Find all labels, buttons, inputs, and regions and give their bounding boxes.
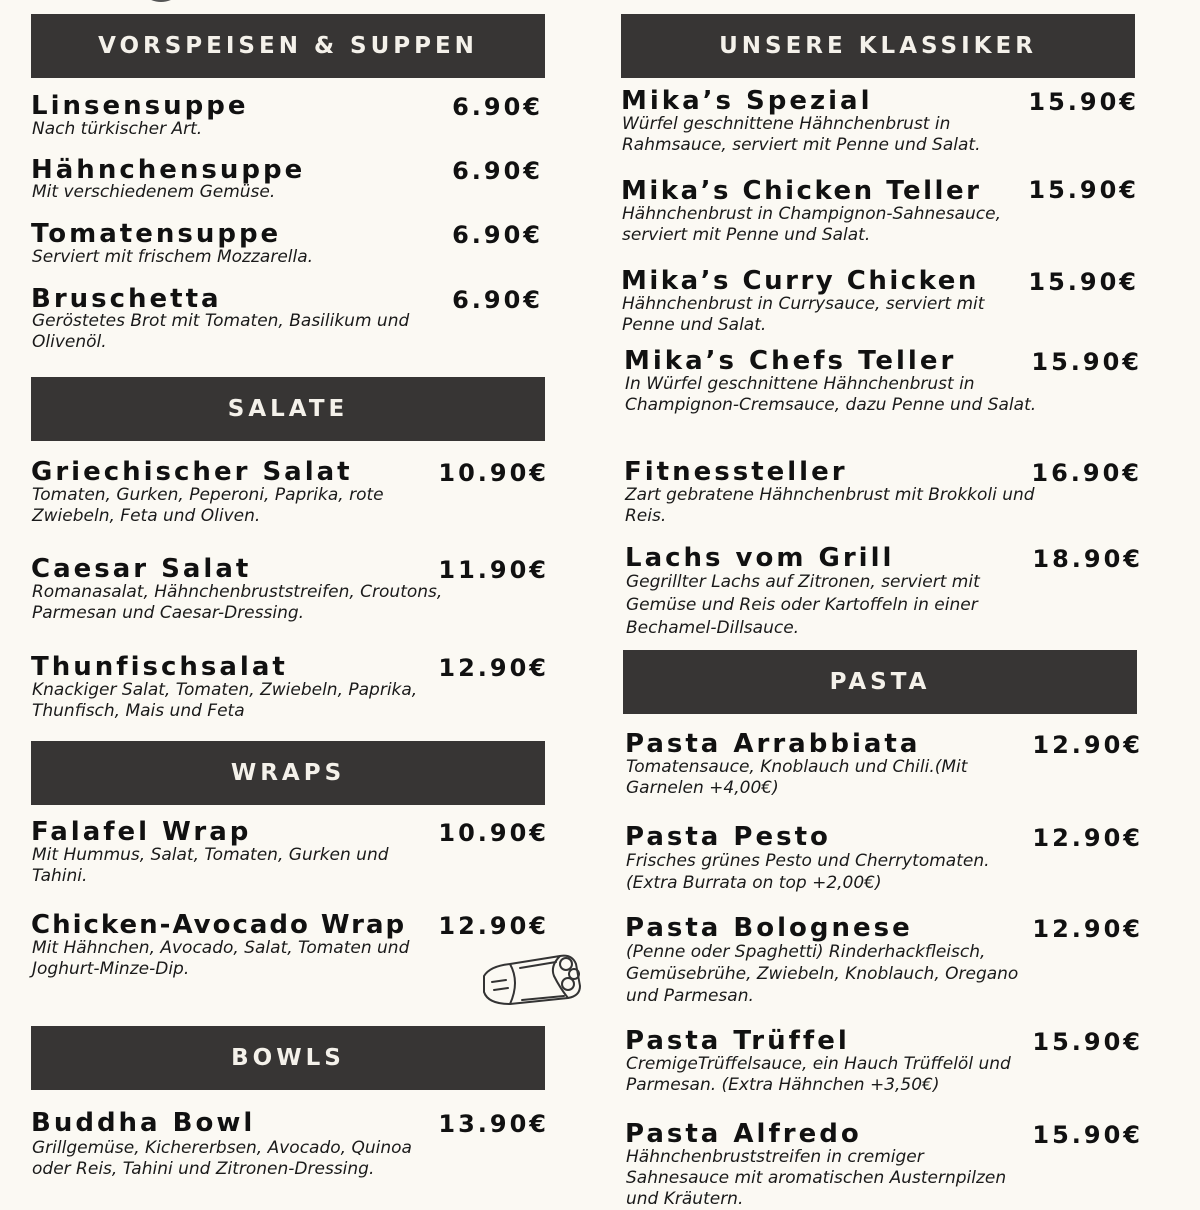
- item-name: Tomatensuppe: [31, 219, 282, 249]
- item-price: 12.90€: [1032, 915, 1143, 943]
- item-name: Pasta Trüffel: [625, 1026, 850, 1056]
- item-name: Pasta Bolognese: [625, 913, 913, 943]
- item-name: Pasta Alfredo: [625, 1119, 862, 1149]
- item-description: Mit Hummus, Salat, Tomaten, Gurken und Tahini.: [32, 845, 389, 886]
- item-price: 15.90€: [1032, 1121, 1143, 1149]
- item-name: Caesar Salat: [31, 554, 252, 584]
- item-description: Zart gebratene Hähnchenbrust mit Brokkoli und Reis.: [625, 485, 1035, 526]
- item-price: 15.90€: [1028, 268, 1139, 296]
- item-description: Frisches grünes Pesto und Cherrytomaten. (Extra Burrata on top +2,00€): [626, 851, 990, 893]
- item-description: In Würfel geschnittene Hähnchenbrust in Champignon-Cremsauce, dazu Penne und Salat.: [625, 374, 1037, 415]
- item-name: Griechischer Salat: [31, 457, 353, 487]
- item-price: 6.90€: [452, 286, 543, 314]
- item-price: 12.90€: [1032, 731, 1143, 759]
- item-description: Gegrillter Lachs auf Zitronen, serviert mit Gemüse und Reis oder Kartoffeln in einer Bechamel-Dillsauce.: [626, 572, 980, 638]
- section-header-vorspeisen: VORSPEISEN & SUPPEN: [31, 14, 545, 78]
- item-description: Hähnchenbruststreifen in cremiger Sahnesauce mit aromatischen Austernpilzen und Kräutern.: [626, 1147, 1007, 1209]
- item-name: Mika’s Chefs Teller: [624, 346, 957, 376]
- item-price: 15.90€: [1032, 1028, 1143, 1056]
- item-description: Tomaten, Gurken, Peperoni, Paprika, rote Zwiebeln, Feta und Oliven.: [32, 485, 384, 526]
- item-description: Romanasalat, Hähnchenbruststreifen, Croutons, Parmesan und Caesar-Dressing.: [32, 582, 443, 623]
- item-name: Mika’s Chicken Teller: [621, 176, 982, 206]
- item-price: 15.90€: [1028, 176, 1139, 204]
- item-name: Lachs vom Grill: [625, 543, 895, 573]
- item-name: Falafel Wrap: [31, 817, 252, 847]
- item-name: Mika’s Spezial: [621, 86, 873, 116]
- item-description: Tomatensauce, Knoblauch und Chili.(Mit Garnelen +4,00€): [626, 757, 968, 798]
- section-header-klassiker: UNSERE KLASSIKER: [621, 14, 1135, 78]
- item-name: Chicken-Avocado Wrap: [31, 910, 407, 940]
- item-name: Linsensuppe: [31, 91, 249, 121]
- section-header-wraps: WRAPS: [31, 741, 545, 805]
- item-description: Mit Hähnchen, Avocado, Salat, Tomaten und Joghurt-Minze-Dip.: [32, 938, 410, 979]
- bowl-icon: [141, 0, 181, 6]
- section-header-salate: SALATE: [31, 377, 545, 441]
- item-name: Buddha Bowl: [31, 1108, 256, 1138]
- item-price: 13.90€: [438, 1110, 549, 1138]
- item-price: 12.90€: [1032, 824, 1143, 852]
- item-description: Mit verschiedenem Gemüse.: [32, 182, 276, 202]
- item-description: Würfel geschnittene Hähnchenbrust in Rahmsauce, serviert mit Penne und Salat.: [622, 114, 981, 155]
- item-name: Fitnessteller: [624, 457, 848, 487]
- item-price: 15.90€: [1028, 88, 1139, 116]
- item-description: (Penne oder Spaghetti) Rinderhackfleisch, Gemüsebrühe, Zwiebeln, Knoblauch, Oregano und Parmesan.: [626, 942, 1019, 1006]
- item-price: 10.90€: [438, 459, 549, 487]
- wrap-icon: [480, 942, 590, 1008]
- item-name: Pasta Pesto: [625, 822, 831, 852]
- item-price: 15.90€: [1031, 348, 1142, 376]
- item-description: Hähnchenbrust in Currysauce, serviert mit Penne und Salat.: [622, 294, 985, 335]
- item-price: 11.90€: [438, 556, 549, 584]
- item-description: CremigeTrüffelsauce, ein Hauch Trüffelöl und Parmesan. (Extra Hähnchen +3,50€): [626, 1054, 1011, 1095]
- item-description: Hähnchenbrust in Champignon-Sahnesauce, serviert mit Penne und Salat.: [622, 204, 1001, 245]
- item-price: 12.90€: [438, 654, 549, 682]
- item-price: 10.90€: [438, 819, 549, 847]
- item-name: Bruschetta: [31, 284, 222, 314]
- item-description: Nach türkischer Art.: [32, 119, 203, 139]
- section-header-bowls: BOWLS: [31, 1026, 545, 1090]
- item-description: Serviert mit frischem Mozzarella.: [32, 247, 314, 267]
- item-description: Geröstetes Brot mit Tomaten, Basilikum und Olivenöl.: [32, 311, 410, 352]
- item-price: 16.90€: [1031, 459, 1142, 487]
- item-description: Grillgemüse, Kichererbsen, Avocado, Quinoa oder Reis, Tahini und Zitronen-Dressing.: [32, 1138, 412, 1179]
- item-name: Mika’s Curry Chicken: [621, 266, 979, 296]
- item-price: 6.90€: [452, 93, 543, 121]
- item-name: Thunfischsalat: [31, 652, 288, 682]
- item-name: Pasta Arrabbiata: [625, 729, 921, 759]
- item-description: Knackiger Salat, Tomaten, Zwiebeln, Paprika, Thunfisch, Mais und Feta: [32, 680, 418, 721]
- item-price: 6.90€: [452, 221, 543, 249]
- section-header-pasta: PASTA: [623, 650, 1137, 714]
- item-name: Hähnchensuppe: [31, 155, 306, 185]
- item-price: 6.90€: [452, 157, 543, 185]
- item-price: 12.90€: [438, 912, 549, 940]
- item-price: 18.90€: [1032, 545, 1143, 573]
